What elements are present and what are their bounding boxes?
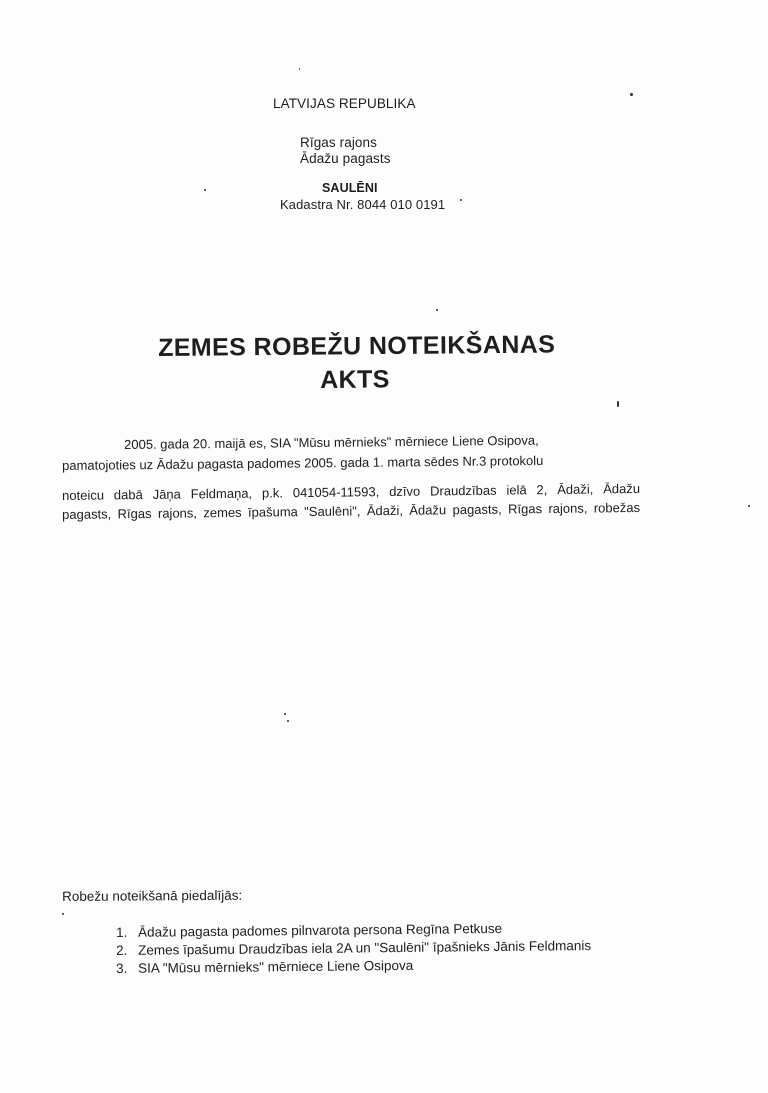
body-line-2: pamatojoties uz Ādažu pagasta padomes 2005. gada 1. marta sēdes Nr.3 protokolu [62,452,544,473]
body-line-4: pagasts, Rīgas rajons, zemes īpašuma "Saulēni", Ādaži, Ādažu pagasts, Rīgas rajons, robežas [62,499,641,522]
scan-speck [62,913,64,915]
scan-speck [630,93,633,96]
list-item [116,938,591,958]
scan-speck [284,713,286,715]
cadastre-number: Kadastra Nr. 8044 010 0191 [280,197,446,212]
parish-line: Ādažu pagasts [300,151,391,166]
document-title-line2: AKTS [320,365,390,394]
district-line: Rīgas rajons [300,135,377,150]
document-title-line1: ZEMES ROBEŽU NOTEIKŠANAS [158,330,556,362]
list-item-text: Ādažu pagasta padomes pilnvarota persona Regīna Petkuse [137,920,503,940]
list-item [116,958,413,976]
scan-speck [436,309,438,311]
body-line-1: 2005. gada 20. maijā es, SIA "Mūsu mērnieks" mērniece Liene Osipova, [124,432,539,452]
property-name: SAULĒNI [322,181,378,195]
list-item-number: 3. [116,960,128,976]
list-item-number: 1. [116,924,128,940]
scan-speck [460,199,462,201]
body-line-3: noteicu dabā Jāņa Feldmaņa, p.k. 041054-11593, dzīvo Draudzības ielā 2, Ādaži, Ādažu [62,480,641,503]
scan-speck [299,68,300,70]
scan-speck [748,505,750,507]
list-item-text: SIA "Mūsu mērnieks" mērniece Liene Osipova [137,957,414,976]
list-item [116,921,502,940]
scan-speck [617,401,619,407]
participants-heading: Robežu noteikšanā piedalījās: [62,887,243,904]
country-heading: LATVIJAS REPUBLIKA [273,96,416,111]
scan-speck [204,189,206,191]
scan-speck [287,720,289,722]
list-item-text: Zemes īpašumu Draudzības iela 2A un "Saulēni" īpašnieks Jānis Feldmanis [137,938,592,958]
list-item-number: 2. [116,942,128,958]
